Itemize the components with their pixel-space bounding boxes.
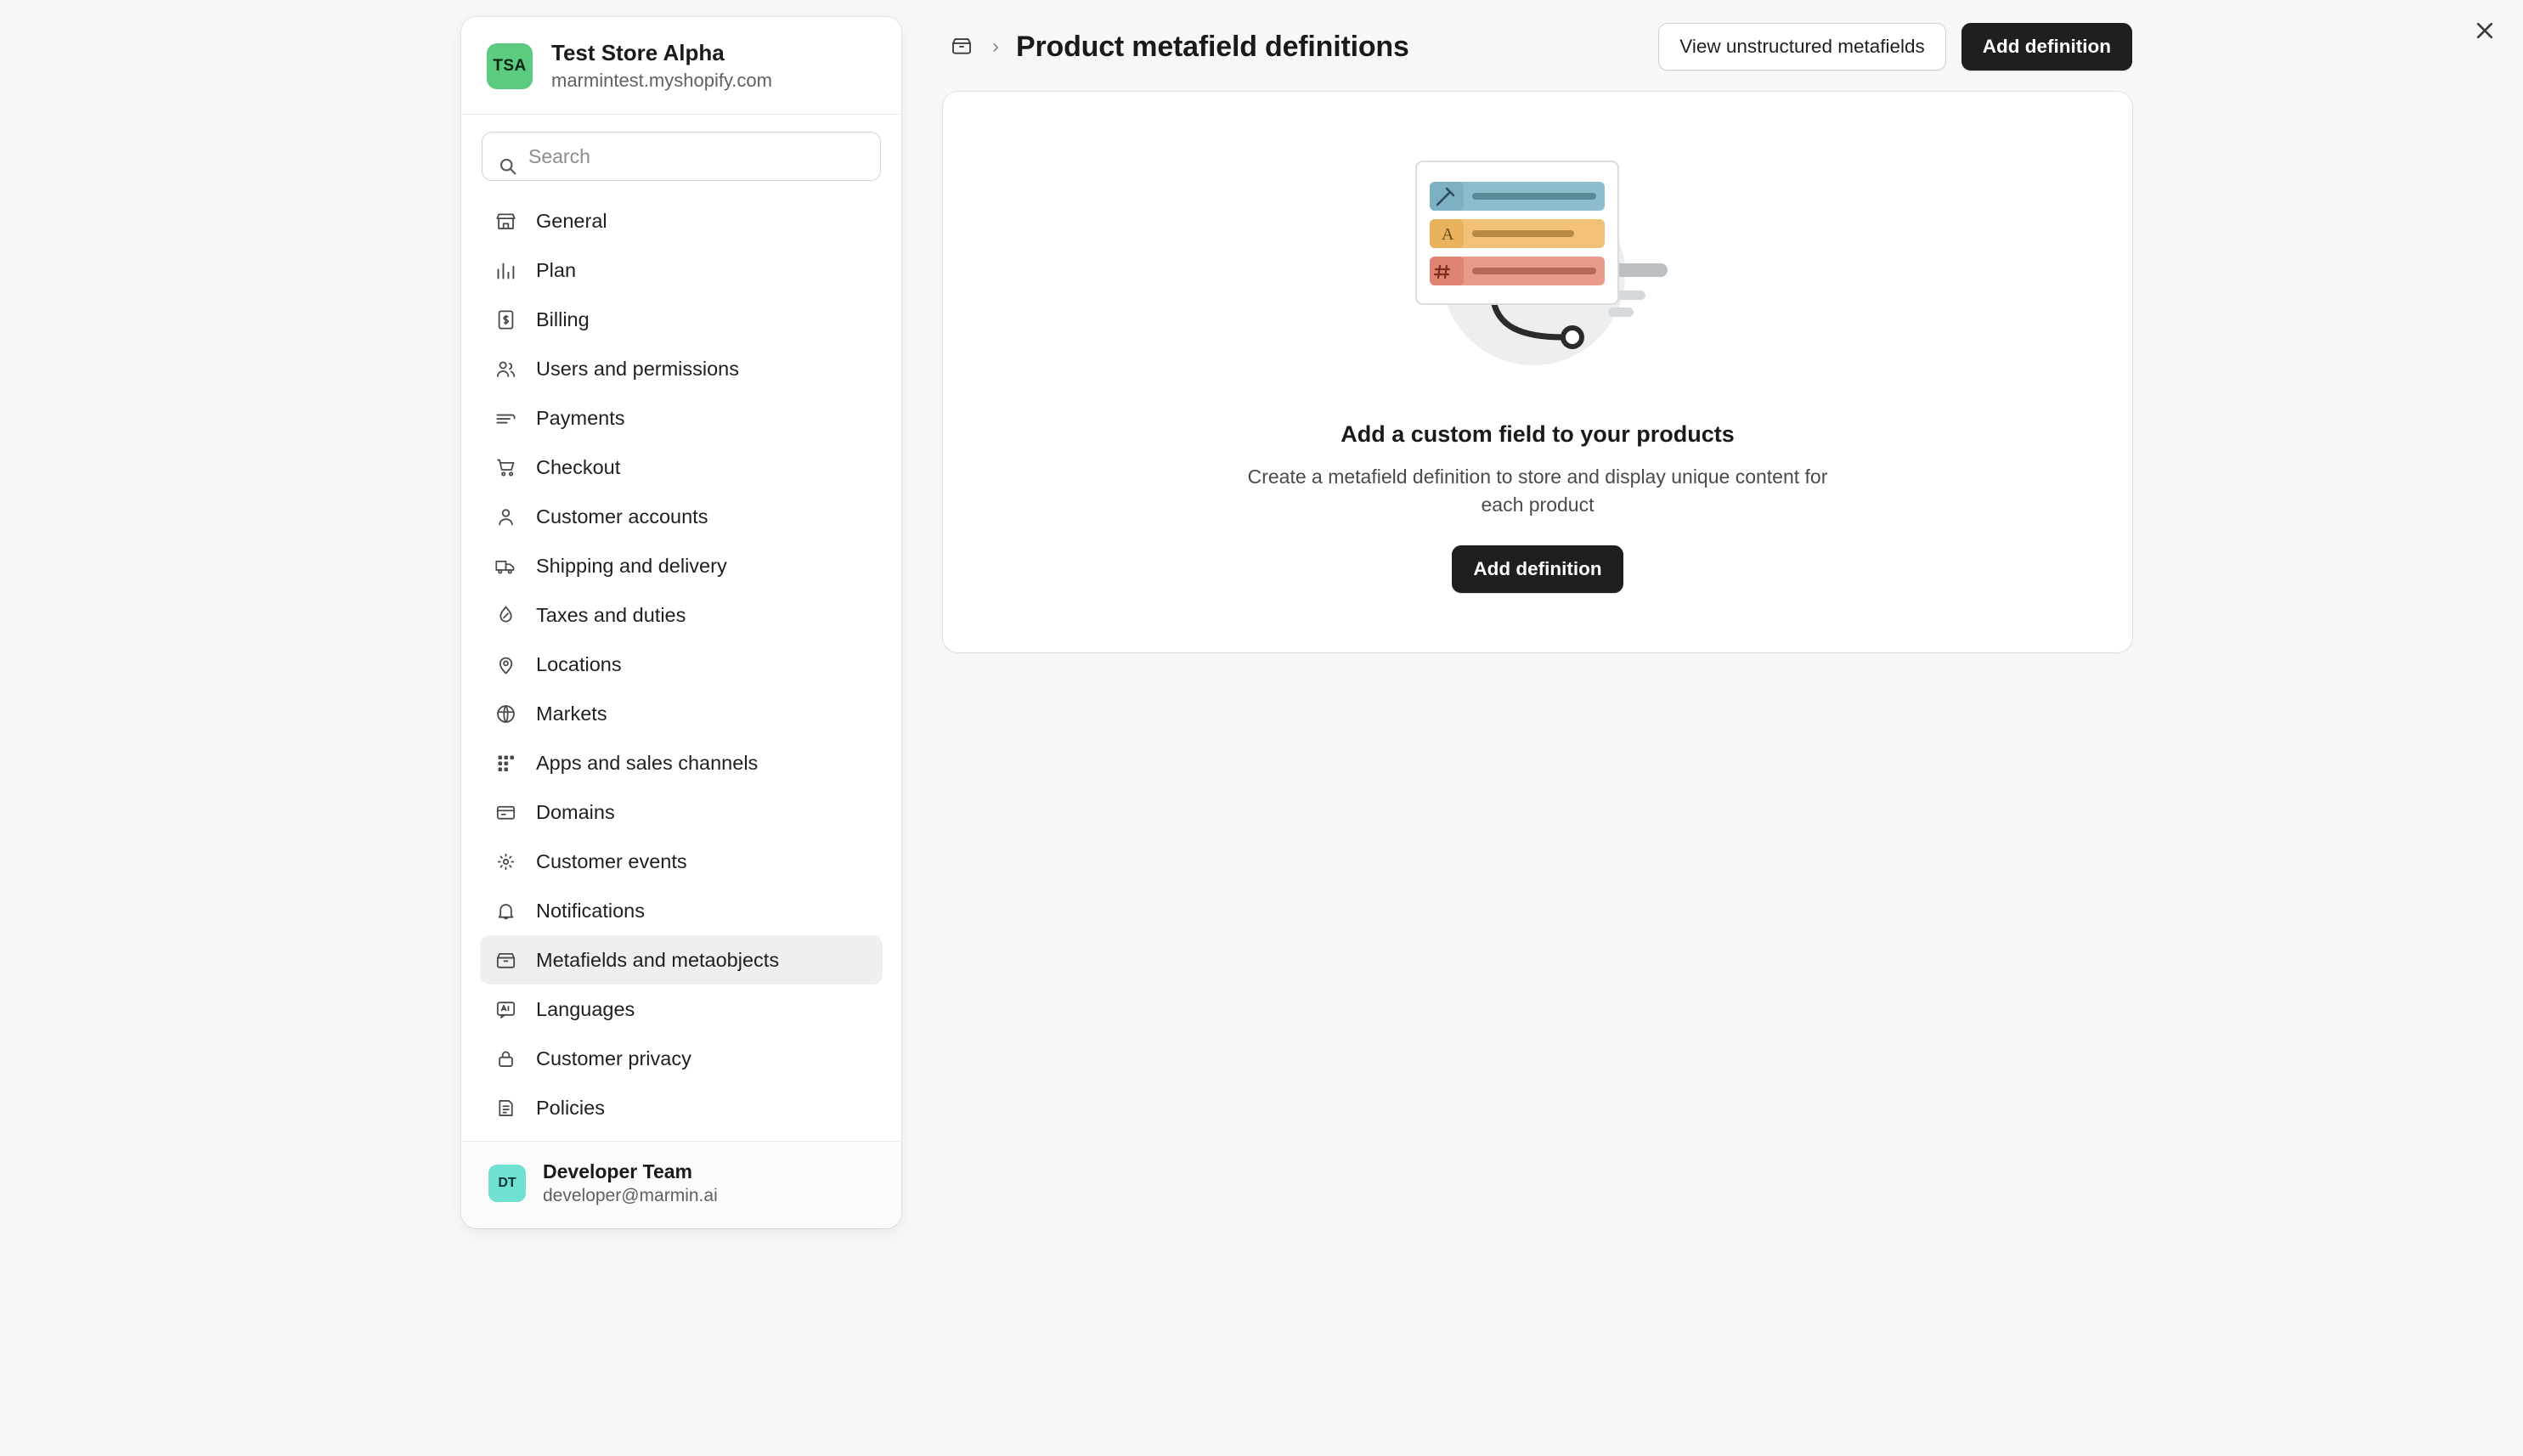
sidebar-search-area	[461, 115, 901, 195]
truck-icon	[494, 554, 517, 578]
person-icon	[494, 505, 517, 528]
settings-nav	[461, 195, 901, 1141]
sidebar-item-shipping-and-delivery[interactable]	[480, 541, 883, 590]
metafield-definition-illustration	[1397, 146, 1678, 401]
policies-icon	[494, 1096, 517, 1120]
sidebar-item-metafields-and-metaobjects[interactable]	[480, 935, 883, 985]
sidebar-item-label: Locations	[536, 652, 622, 675]
main-content	[943, 20, 2132, 652]
chart-icon	[494, 258, 517, 282]
page-title: Product metafield definitions	[1016, 30, 1409, 63]
sidebar-item-taxes-and-duties[interactable]	[480, 590, 883, 640]
apps-icon	[494, 751, 517, 775]
tax-icon	[494, 603, 517, 627]
sidebar-item-policies[interactable]	[480, 1083, 883, 1132]
page-header	[943, 20, 2132, 73]
sidebar-item-plan[interactable]	[480, 245, 883, 295]
user-email: developer@marmin.ai	[543, 1186, 718, 1206]
sidebar-item-label: Shipping and delivery	[536, 554, 727, 577]
sidebar-item-label: Taxes and duties	[536, 603, 686, 626]
domain-icon	[494, 800, 517, 824]
sidebar-item-label: Checkout	[536, 455, 621, 478]
settings-sidebar	[461, 17, 901, 1228]
sidebar-item-customer-privacy[interactable]	[480, 1034, 883, 1083]
sidebar-item-customer-events[interactable]	[480, 837, 883, 886]
sidebar-item-label: Billing	[536, 308, 590, 330]
add-definition-button[interactable]: Add definition	[1961, 23, 2132, 71]
lock-icon	[494, 1047, 517, 1070]
cart-icon	[494, 455, 517, 479]
store-avatar: TSA	[487, 43, 533, 89]
user-name: Developer Team	[543, 1160, 692, 1183]
bell-icon	[494, 899, 517, 923]
close-icon	[2474, 20, 2496, 44]
metafields-icon	[950, 34, 974, 60]
sidebar-item-label: Policies	[536, 1096, 605, 1119]
empty-state-title: Add a custom field to your products	[1341, 421, 1735, 447]
events-icon	[494, 849, 517, 873]
sidebar-item-customer-accounts[interactable]	[480, 492, 883, 541]
store-name: Test Store Alpha	[551, 40, 725, 65]
sidebar-item-checkout[interactable]	[480, 443, 883, 492]
language-icon	[494, 997, 517, 1021]
user-footer[interactable]	[461, 1141, 901, 1228]
breadcrumb-separator: ›	[992, 35, 999, 58]
sidebar-item-label: Customer events	[536, 849, 687, 872]
payments-icon	[494, 406, 517, 430]
globe-icon	[494, 702, 517, 725]
close-window-button[interactable]	[2465, 12, 2504, 51]
sidebar-item-label: Notifications	[536, 899, 645, 922]
metafields-icon	[494, 948, 517, 972]
svg-text:A: A	[1442, 225, 1454, 244]
sidebar-item-label: Payments	[536, 406, 625, 429]
avatar: DT	[488, 1165, 526, 1202]
billing-icon	[494, 308, 517, 331]
sidebar-item-label: Domains	[536, 800, 615, 823]
sidebar-item-domains[interactable]	[480, 787, 883, 837]
sidebar-item-locations[interactable]	[480, 640, 883, 689]
sidebar-item-label: Customer accounts	[536, 505, 708, 528]
search-box[interactable]	[482, 132, 881, 181]
sidebar-item-label: General	[536, 209, 607, 232]
sidebar-item-label: Apps and sales channels	[536, 751, 759, 774]
location-pin-icon	[494, 652, 517, 676]
sidebar-item-general[interactable]	[480, 196, 883, 245]
view-unstructured-metafields-button[interactable]: View unstructured metafields	[1658, 23, 1945, 71]
store-domain: marmintest.myshopify.com	[551, 69, 772, 91]
sidebar-item-label: Languages	[536, 997, 635, 1020]
page-actions	[1658, 23, 2132, 71]
sidebar-item-payments[interactable]	[480, 393, 883, 443]
store-icon	[494, 209, 517, 233]
sidebar-item-apps-and-sales-channels[interactable]	[480, 738, 883, 787]
sidebar-item-label: Metafields and metaobjects	[536, 948, 780, 971]
breadcrumb[interactable]	[943, 28, 980, 65]
empty-state-card	[943, 92, 2132, 652]
sidebar-item-label: Markets	[536, 702, 607, 725]
sidebar-item-notifications[interactable]	[480, 886, 883, 935]
empty-state-description: Create a metafield definition to store and display unique content for each product	[1247, 466, 1828, 516]
sidebar-item-users-and-permissions[interactable]	[480, 344, 883, 393]
empty-state-add-definition-button[interactable]: Add definition	[1452, 545, 1623, 593]
users-icon	[494, 357, 517, 381]
search-input[interactable]	[483, 133, 880, 180]
sidebar-item-label: Customer privacy	[536, 1047, 691, 1069]
store-header[interactable]	[461, 17, 901, 115]
sidebar-item-billing[interactable]	[480, 295, 883, 344]
sidebar-item-label: Plan	[536, 258, 577, 281]
sidebar-item-label: Users and permissions	[536, 357, 740, 380]
sidebar-item-languages[interactable]	[480, 985, 883, 1034]
sidebar-item-markets[interactable]	[480, 689, 883, 738]
